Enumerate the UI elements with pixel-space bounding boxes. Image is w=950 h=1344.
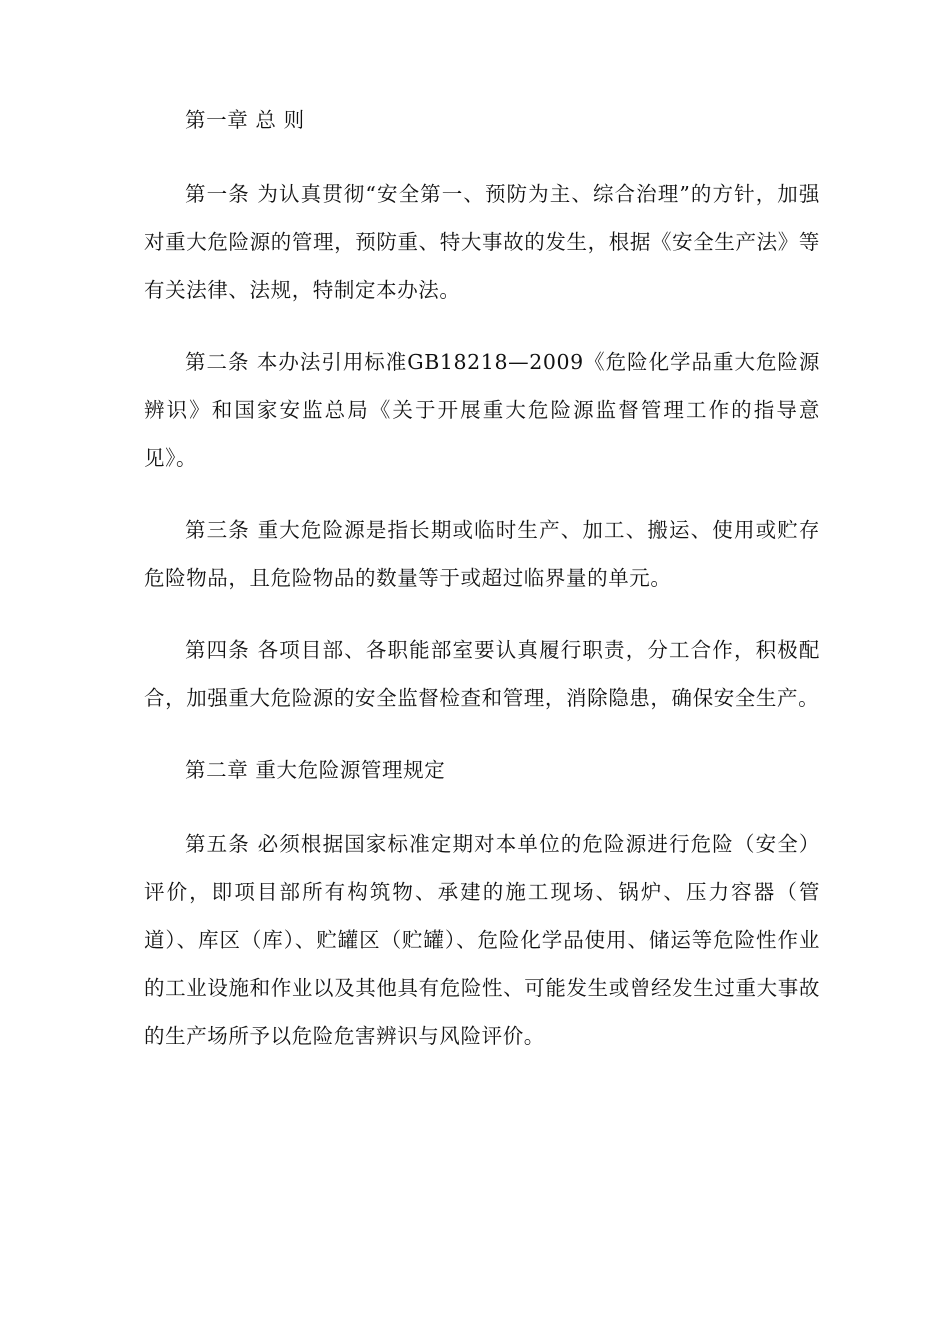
article-4: 第四条 各项目部、各职能部室要认真履行职责，分工合作，积极配合，加强重大危险源的安全监督检查和管理，消除隐患，确保安全生产。: [144, 638, 820, 710]
chapter-1-heading: 第一章 总 则: [185, 108, 305, 132]
chapter-2-heading: 第二章 重大危险源管理规定: [185, 758, 446, 782]
article-5: 第五条 必须根据国家标准定期对本单位的危险源进行危险（安全）评价，即项目部所有构筑物、承建的施工现场、锅炉、压力容器（管道）、库区（库）、贮罐区（贮罐）、危险化学品使用、储运等危险性作业的工业设施和作业以及其他具有危险性、可能发生或曾经发生过重大事故的生产场所予以危险危害辨识与风险评价。: [144, 832, 820, 1048]
article-3: 第三条 重大危险源是指长期或临时生产、加工、搬运、使用或贮存危险物品，且危险物品的数量等于或超过临界量的单元。: [144, 518, 820, 590]
document-body: [144, 96, 820, 1084]
article-2: 第二条 本办法引用标准GB18218—2009《危险化学品重大危险源辨识》和国家安监总局《关于开展重大危险源监督管理工作的指导意见》。: [144, 350, 820, 470]
article-1: 第一条 为认真贯彻“安全第一、预防为主、综合治理”的方针，加强对重大危险源的管理，预防重、特大事故的发生，根据《安全生产法》等有关法律、法规，特制定本办法。: [144, 182, 820, 302]
